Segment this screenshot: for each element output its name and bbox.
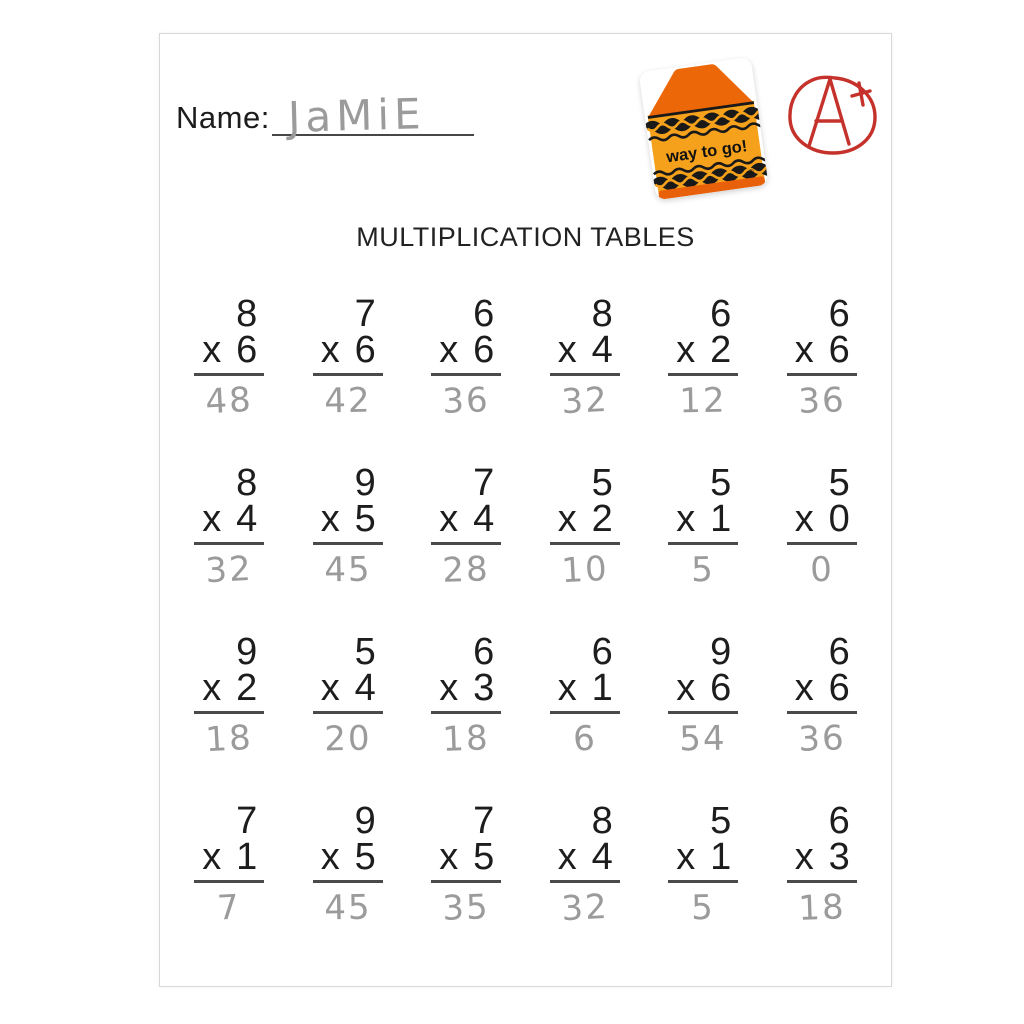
registered-mark: ® [747, 166, 755, 177]
problem-cell [644, 631, 763, 803]
worksheet-page [159, 33, 892, 987]
problem-cell [289, 631, 408, 803]
problem-bottom-operand: 4 [236, 498, 258, 540]
problem-answer-handwritten: 32 [560, 379, 610, 423]
problem-operator: x [557, 329, 577, 371]
problem-answer-handwritten: 48 [204, 379, 254, 423]
problem-operator: x [557, 667, 577, 709]
problem-operator: x [676, 329, 696, 371]
problem-top-operand: 6 [591, 631, 613, 673]
problem-rule [194, 329, 264, 376]
problem-cell [407, 631, 526, 803]
problem-operator: x [439, 667, 459, 709]
problem-top-operand: 6 [828, 800, 850, 842]
problem-operator: x [202, 836, 222, 878]
problem [550, 800, 620, 972]
problem-cell [763, 293, 882, 465]
problem-bottom-operand: 6 [828, 329, 850, 371]
grade-mark [785, 70, 881, 158]
problem [668, 462, 738, 634]
problem-answer-handwritten: 12 [679, 380, 728, 422]
problem-answer-handwritten: 18 [797, 887, 847, 929]
problem-cell [644, 293, 763, 465]
problem-cell [170, 631, 289, 803]
problem-answer-handwritten: 42 [323, 380, 372, 422]
problem-top-operand: 8 [236, 293, 258, 335]
problem-cell [644, 462, 763, 634]
problem-operator: x [557, 498, 577, 540]
name-row [176, 89, 474, 142]
problem-cell [407, 293, 526, 465]
problem-cell [644, 800, 763, 972]
problem-operator: x [794, 498, 814, 540]
problem-answer-handwritten: 32 [560, 886, 610, 930]
problem [194, 631, 264, 803]
problem-bottom-operand: 1 [591, 667, 613, 709]
problem-bottom-operand: 2 [710, 329, 732, 371]
problem-top-operand: 8 [591, 800, 613, 842]
problem-top-operand: 7 [354, 293, 376, 335]
name-label: Name: [176, 100, 270, 135]
problem [668, 293, 738, 465]
problem-cell [763, 631, 882, 803]
problem-top-operand: 9 [236, 631, 258, 673]
problem [550, 293, 620, 465]
problem-bottom-operand: 5 [354, 836, 376, 878]
problem [787, 800, 857, 972]
problem [194, 293, 264, 465]
problem [787, 631, 857, 803]
problem-rule [431, 498, 501, 545]
problem-operator: x [202, 498, 222, 540]
problem-bottom-operand: 1 [710, 836, 732, 878]
problem-operator: x [320, 836, 340, 878]
problem-top-operand: 9 [354, 800, 376, 842]
name-value-handwritten: JaMiE [287, 89, 427, 142]
problem-rule [313, 836, 383, 883]
problem [787, 293, 857, 465]
problem-bottom-operand: 6 [354, 329, 376, 371]
problem-operator: x [794, 836, 814, 878]
problem-bottom-operand: 5 [354, 498, 376, 540]
problem-answer-handwritten: 36 [441, 380, 491, 422]
problem-answer-handwritten: 7 [216, 887, 243, 929]
problem-operator: x [439, 498, 459, 540]
problem-rule [668, 667, 738, 714]
problem-rule [194, 498, 264, 545]
problem-cell [763, 462, 882, 634]
problem-bottom-operand: 1 [710, 498, 732, 540]
name-underline [272, 89, 474, 142]
problem-rule [194, 667, 264, 714]
problem-answer-handwritten: 45 [323, 549, 372, 591]
problem-bottom-operand: 6 [828, 667, 850, 709]
problem-bottom-operand: 6 [236, 329, 258, 371]
problem-answer-handwritten: 10 [560, 548, 610, 592]
problem [668, 800, 738, 972]
problem-rule [431, 667, 501, 714]
problem-top-operand: 5 [710, 800, 732, 842]
problem-answer-handwritten: 54 [679, 718, 728, 760]
problem-rule [787, 498, 857, 545]
problem-top-operand: 7 [236, 800, 258, 842]
problem-top-operand: 9 [710, 631, 732, 673]
problem [194, 800, 264, 972]
problem-cell [526, 293, 645, 465]
problem-answer-handwritten: 5 [691, 549, 716, 591]
problem-answer-handwritten: 36 [797, 380, 847, 422]
problems-grid [170, 293, 881, 972]
problem-top-operand: 5 [354, 631, 376, 673]
problem-cell [526, 631, 645, 803]
problem-operator: x [439, 329, 459, 371]
problem-bottom-operand: 3 [828, 836, 850, 878]
problem [313, 462, 383, 634]
problem-operator: x [557, 836, 577, 878]
problem-answer-handwritten: 32 [204, 548, 254, 592]
problem-cell [526, 800, 645, 972]
problem-answer-handwritten: 6 [571, 718, 598, 760]
problem-operator: x [320, 498, 340, 540]
problem-top-operand: 5 [591, 462, 613, 504]
problem-rule [668, 329, 738, 376]
problem-operator: x [320, 667, 340, 709]
problem-bottom-operand: 6 [473, 329, 495, 371]
problem-rule [668, 836, 738, 883]
problem-bottom-operand: 2 [236, 667, 258, 709]
problem-operator: x [794, 667, 814, 709]
problem-top-operand: 9 [354, 462, 376, 504]
problem-top-operand: 5 [828, 462, 850, 504]
problem [431, 293, 501, 465]
problem-rule [313, 329, 383, 376]
problem-cell [526, 462, 645, 634]
problem-bottom-operand: 5 [473, 836, 495, 878]
problem [431, 800, 501, 972]
problem [313, 800, 383, 972]
problem-bottom-operand: 0 [828, 498, 850, 540]
grade-circle-icon [785, 70, 881, 158]
problem-operator: x [676, 836, 696, 878]
problem-rule [550, 836, 620, 883]
problem-rule [787, 836, 857, 883]
problem-cell [763, 800, 882, 972]
problem-answer-handwritten: 28 [441, 549, 491, 591]
problem-rule [431, 836, 501, 883]
problem-answer-handwritten: 0 [809, 549, 835, 591]
problem-answer-handwritten: 36 [797, 718, 847, 760]
problem-operator: x [320, 329, 340, 371]
problem-rule [550, 498, 620, 545]
problem-cell [289, 462, 408, 634]
problem-answer-handwritten: 18 [441, 718, 491, 760]
problem-cell [407, 800, 526, 972]
problem-rule [787, 329, 857, 376]
problem-cell [170, 800, 289, 972]
problem-operator: x [676, 667, 696, 709]
problem-top-operand: 7 [473, 800, 495, 842]
problem-top-operand: 6 [710, 293, 732, 335]
problem-cell [170, 462, 289, 634]
problem [431, 631, 501, 803]
problem-bottom-operand: 1 [236, 836, 258, 878]
problem-rule [787, 667, 857, 714]
problem [550, 462, 620, 634]
problem-rule [668, 498, 738, 545]
problem-cell [407, 462, 526, 634]
problem-operator: x [794, 329, 814, 371]
problem-cell [289, 800, 408, 972]
problem-operator: x [439, 836, 459, 878]
problem-cell [289, 293, 408, 465]
problem-answer-handwritten: 45 [323, 887, 372, 929]
problem-bottom-operand: 4 [591, 329, 613, 371]
problem-operator: x [202, 329, 222, 371]
problem-top-operand: 7 [473, 462, 495, 504]
problem-bottom-operand: 2 [591, 498, 613, 540]
problem-answer-handwritten: 5 [691, 887, 716, 929]
problem-bottom-operand: 4 [591, 836, 613, 878]
problem-rule [431, 329, 501, 376]
problem-rule [550, 667, 620, 714]
problem-top-operand: 6 [473, 293, 495, 335]
problem [313, 631, 383, 803]
sticker-text: way to go! [665, 137, 749, 167]
problem-top-operand: 5 [710, 462, 732, 504]
problem [787, 462, 857, 634]
problem-bottom-operand: 4 [473, 498, 495, 540]
problem-top-operand: 6 [828, 293, 850, 335]
problem-operator: x [202, 667, 222, 709]
problem-top-operand: 8 [591, 293, 613, 335]
problem-rule [313, 498, 383, 545]
problem [431, 462, 501, 634]
problem-cell [170, 293, 289, 465]
problem-top-operand: 8 [236, 462, 258, 504]
problem-rule [550, 329, 620, 376]
crayon-icon [639, 57, 769, 200]
problem [550, 631, 620, 803]
problem-rule [194, 836, 264, 883]
problem-operator: x [676, 498, 696, 540]
problem-rule [313, 667, 383, 714]
problem-top-operand: 6 [473, 631, 495, 673]
problem-bottom-operand: 3 [473, 667, 495, 709]
problem [313, 293, 383, 465]
problem-answer-handwritten: 18 [204, 717, 254, 761]
page-title: MULTIPLICATION TABLES [356, 222, 695, 252]
problem-bottom-operand: 6 [710, 667, 732, 709]
problem-bottom-operand: 4 [354, 667, 376, 709]
crayon-sticker [639, 57, 769, 200]
problem-answer-handwritten: 35 [441, 887, 491, 929]
problem-answer-handwritten: 20 [323, 718, 372, 760]
problem [668, 631, 738, 803]
problem-top-operand: 6 [828, 631, 850, 673]
problem [194, 462, 264, 634]
